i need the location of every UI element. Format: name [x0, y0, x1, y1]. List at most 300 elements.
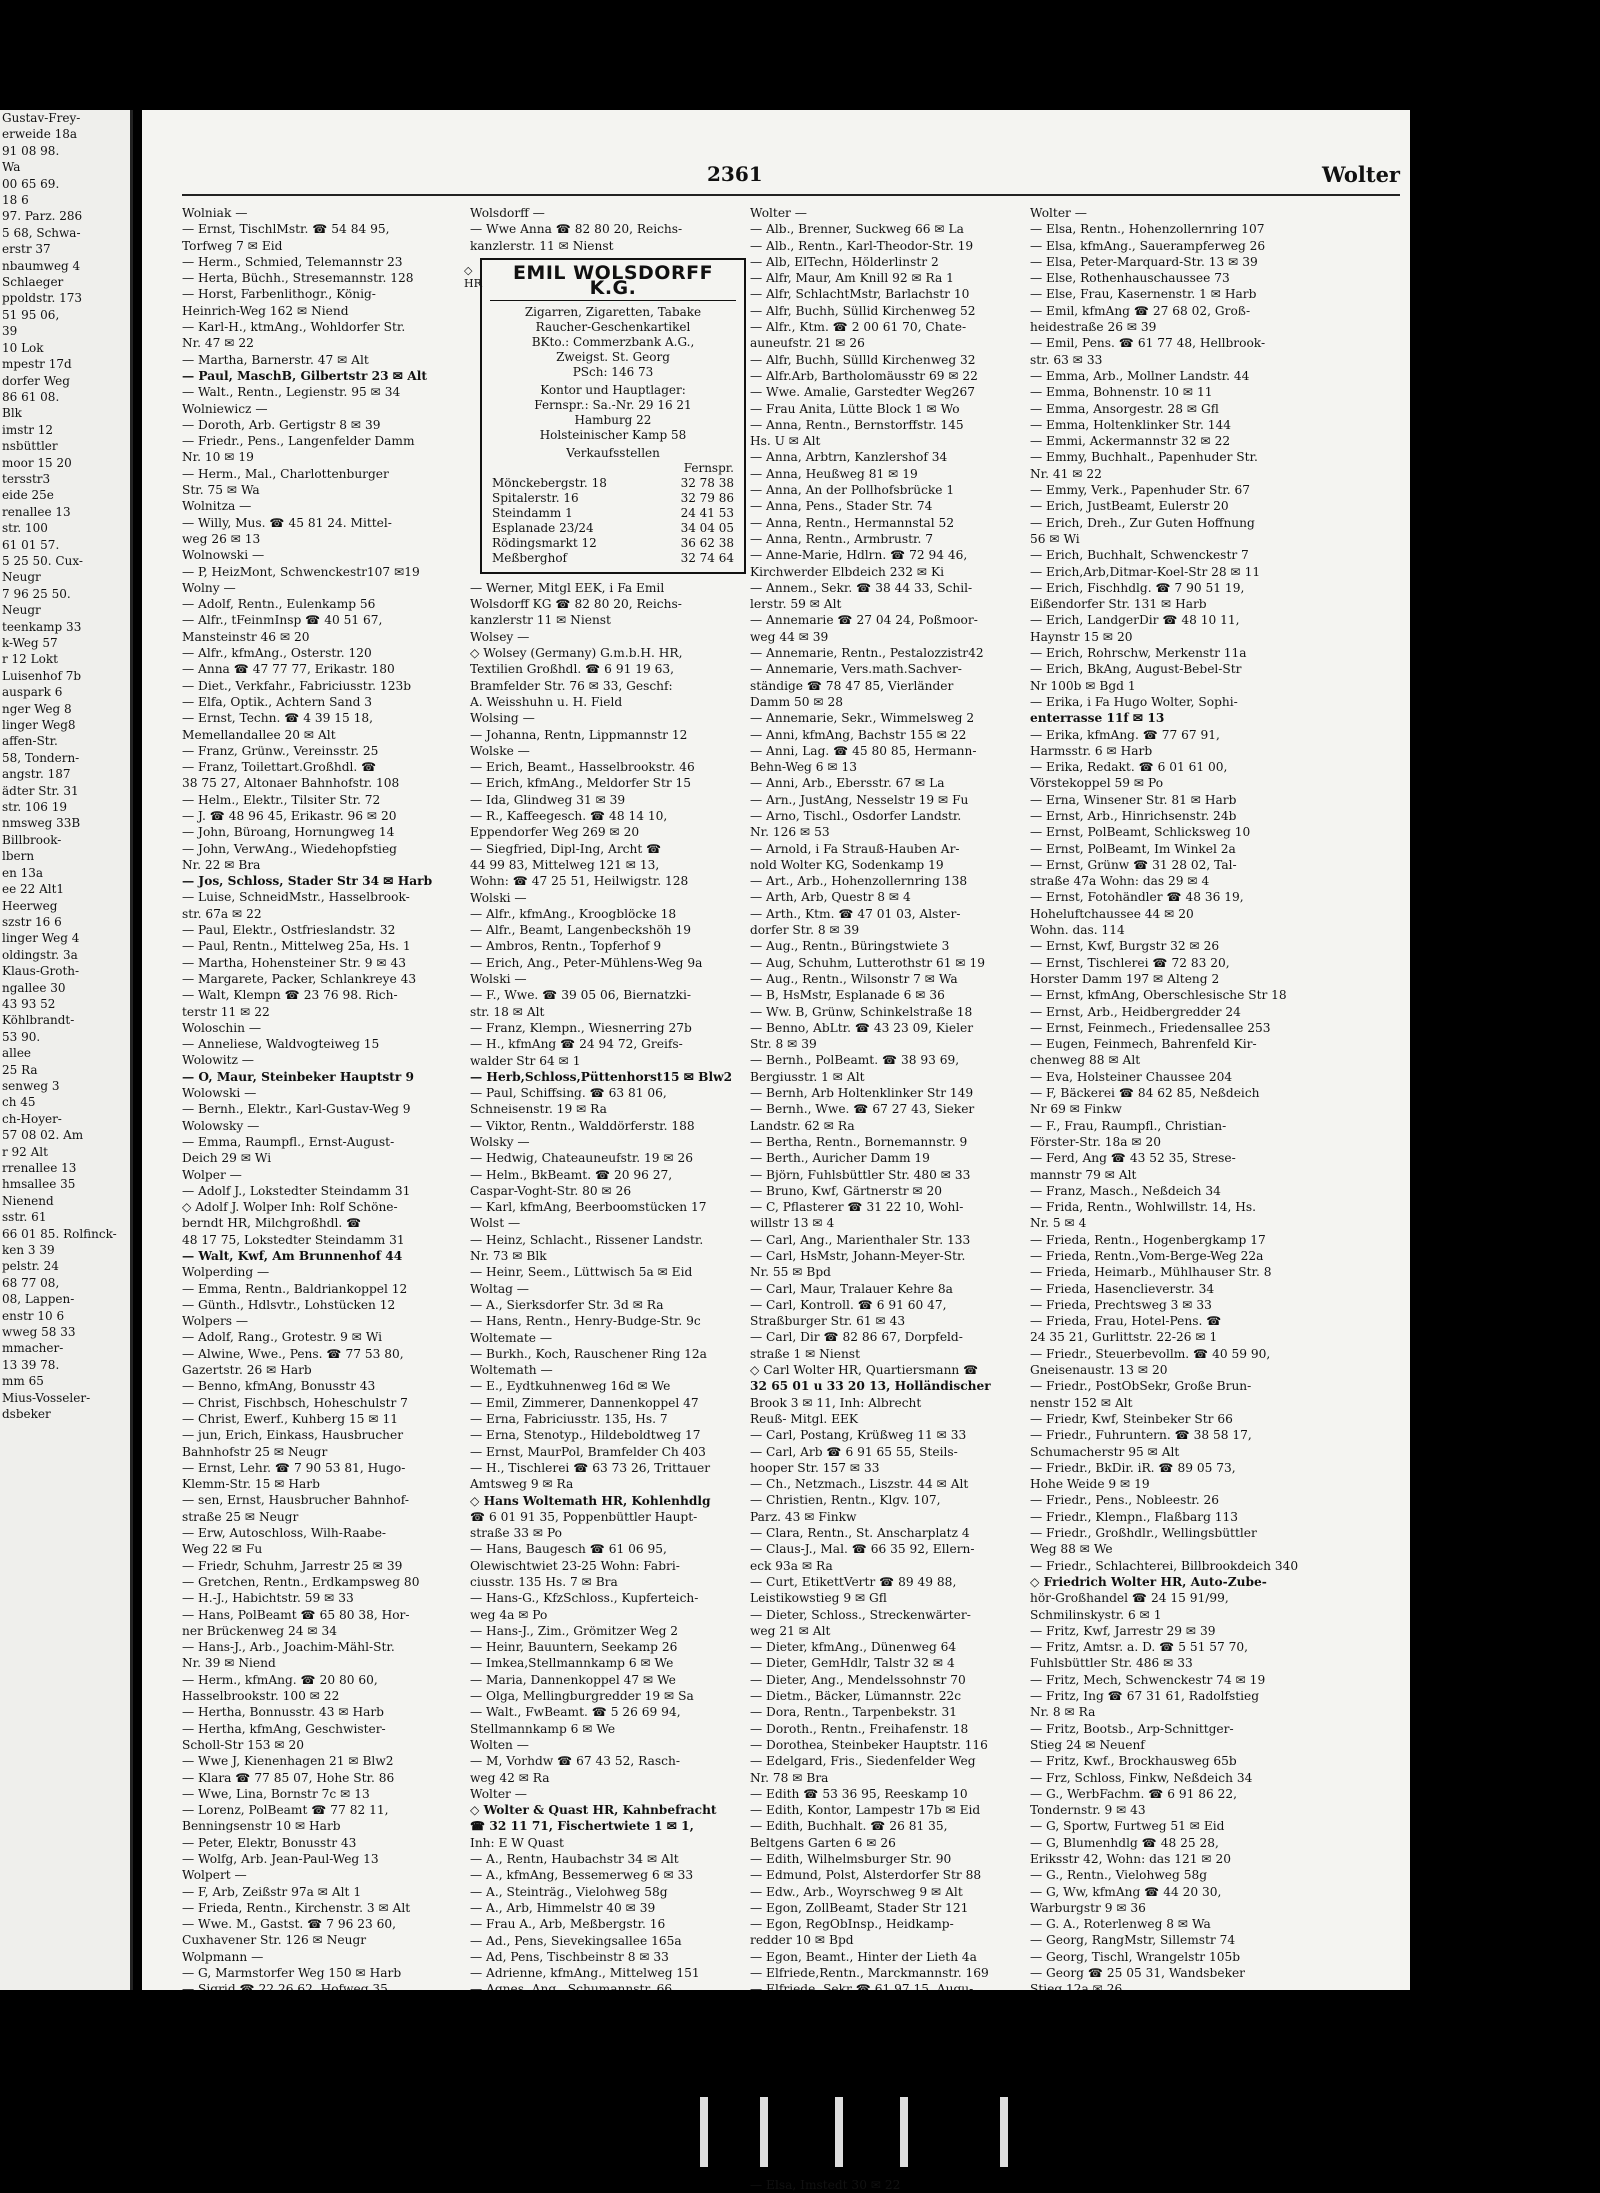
ad-store-phone: 36 62 38 [680, 535, 734, 550]
directory-entry-line: — Dieter, GemHdlr, Talstr 32 ✉ 4 [750, 1656, 955, 1671]
directory-entry-line: Leistikowstieg 9 ✉ Gfl [750, 1591, 887, 1606]
directory-entry-line: — F, Bäckerei ☎ 84 62 85, Neßdeich [1030, 1086, 1260, 1101]
directory-entry-line: — jun, Erich, Einkass, Hausbrucher [182, 1428, 404, 1443]
directory-entry-line: Wolny — [182, 580, 236, 595]
directory-entry-line: Schumacherstr 95 ✉ Alt [1030, 1444, 1180, 1459]
directory-entry-line: weg 42 ✉ Ra [470, 1770, 550, 1785]
directory-entry-line: Schneisenstr. 19 ✉ Ra [470, 1102, 607, 1117]
directory-entry-line: — Elfriede,Rentn., Marckmannstr. 169 [750, 1966, 989, 1981]
directory-entry-line: Hohe Weide 9 ✉ 19 [1030, 1477, 1150, 1492]
running-head: Wolter [1322, 162, 1400, 187]
directory-entry-line: — Heinr, Seem., Lüttwisch 5a ✉ Eid [470, 1265, 693, 1280]
directory-entry-line: Wolsdorff — [470, 206, 545, 220]
directory-entry-line: — G, Sportw, Furtweg 51 ✉ Eid [1030, 1819, 1225, 1834]
facing-page-text: ken 3 39 [2, 1243, 55, 1258]
directory-entry-line: — Egon, RegObInsp., Heidkamp- [750, 1917, 954, 1932]
directory-entry-line: — Wolfg, Arb. Jean-Paul-Weg 13 [182, 1851, 379, 1866]
ad-store-name: Esplanade 23/24 [492, 520, 594, 535]
directory-entry-line: — Anna, Rentn., Bernstorffstr. 145 [750, 417, 964, 432]
directory-entry-line: — Emma, Bohnenstr. 10 ✉ 11 [1030, 385, 1213, 400]
directory-entry-line: Wolsing — [470, 711, 535, 726]
directory-entry-line: — Ernst, TischlMstr. ☎ 54 84 95, [182, 222, 390, 237]
directory-entry-line: — Else, Frau, Kasernenstr. 1 ✉ Harb [1030, 287, 1257, 302]
directory-entry-line: — Heinr, Bauuntern, Seekamp 26 [470, 1640, 678, 1655]
directory-entry-line: — Paul, Schiffsing. ☎ 63 81 06, [470, 1086, 667, 1101]
directory-entry-line: — Hertha, Bonnusstr. 43 ✉ Harb [182, 1705, 384, 1720]
directory-entry-line: Eriksstr 42, Wohn: das 121 ✉ 20 [1030, 1851, 1232, 1866]
directory-entry-line: — Hertha, kfmAng, Geschwister- [182, 1721, 386, 1736]
facing-page-text: affen-Str. [2, 734, 58, 749]
directory-entry-line: — Fritz, Ing ☎ 67 31 61, Radolfstieg [1030, 1689, 1260, 1704]
directory-entry-line: ◇ Wolter & Quast HR, Kahnbefracht [470, 1803, 717, 1818]
directory-entry-line: — Arno, Tischl., Osdorfer Landstr. [750, 808, 962, 823]
facing-page-text: pelstr. 24 [2, 1259, 59, 1274]
facing-page-text: tersstr3 [2, 471, 51, 486]
directory-entry-line: — Carl, Dir ☎ 82 86 67, Dorpfeld- [750, 1330, 963, 1345]
directory-entry-line: — F, Arb, Zeißstr 97a ✉ Alt 1 [182, 1884, 362, 1899]
directory-entry-line: straße 1 ✉ Nienst [750, 1346, 860, 1361]
ad-store-row [490, 551, 736, 566]
directory-entry-line: — G, Ww, kfmAng ☎ 44 20 30, [1030, 1884, 1222, 1899]
directory-entry-line: — Annemarie ☎ 27 04 24, Poßmoor- [750, 613, 978, 628]
directory-entry-line: — Diet., Verkfahr., Fabriciusstr. 123b [182, 678, 411, 693]
directory-entry-line: — Edith, Kontor, Lampestr 17b ✉ Eid [750, 1803, 981, 1818]
facing-page-text: imstr 12 [2, 422, 54, 437]
directory-entry-line: Benningsenstr 10 ✉ Harb [182, 1819, 341, 1834]
directory-entry-line: — Alfr.Arb, Bartholomäusstr 69 ✉ 22 [750, 368, 978, 383]
directory-entry-line: — Ida, Glindweg 31 ✉ 39 [470, 792, 626, 807]
directory-entry-line: — Georg ☎ 25 05 31, Wandsbeker [1030, 1966, 1245, 1981]
directory-entry-line: — Walt., Rentn., Legienstr. 95 ✉ 34 [182, 385, 401, 400]
directory-entry-line: Wolnowski — [182, 548, 265, 563]
ad-text-line: Hamburg 22 [574, 412, 652, 427]
directory-entry-line: — Ad., Pens, Sievekingsallee 165a [470, 1933, 682, 1948]
directory-entry-line: — Else, Rothenhauschaussee 73 [1030, 271, 1230, 286]
directory-entry-line: — Anni, kfmAng, Bachstr 155 ✉ 22 [750, 727, 967, 742]
facing-page-text: ee 22 Alt1 [2, 882, 65, 897]
directory-entry-line: — A., Rentn, Haubachstr 34 ✉ Alt [470, 1852, 679, 1867]
facing-page-text: enstr 10 6 [2, 1308, 65, 1323]
directory-entry-line: Memellandallee 20 ✉ Alt [182, 727, 336, 742]
directory-entry-line: — Friedr., Großhdlr., Wellingsbüttler [1030, 1526, 1257, 1541]
directory-entry-line: — Alb., Brenner, Suckweg 66 ✉ La [750, 222, 964, 237]
directory-entry-line: — Erich, JustBeamt, Eulerstr 20 [1030, 499, 1229, 514]
directory-entry-line: — Wwe J, Kienenhagen 21 ✉ Blw2 [182, 1754, 394, 1769]
directory-entry-line: — Carl, Arb ☎ 6 91 65 55, Steils- [750, 1444, 958, 1459]
directory-entry-line: — Georg, Tischl, Wrangelstr 105b [1030, 1949, 1241, 1964]
directory-entry-line: nenstr 152 ✉ Alt [1030, 1395, 1133, 1410]
directory-entry-line: — Doroth., Rentn., Freihafenstr. 18 [750, 1721, 969, 1736]
directory-entry-line: — Ferd, Ang ☎ 43 52 35, Strese- [1030, 1151, 1236, 1166]
facing-page-text: erstr 37 [2, 242, 51, 257]
facing-page-text: teenkamp 33 [2, 619, 82, 634]
directory-entry-line: — Herb,Schloss,Püttenhorst15 ✉ Blw2 [470, 1069, 733, 1084]
directory-entry-line: — Alfr, SchlachtMstr, Barlachstr 10 [750, 287, 970, 302]
directory-entry-line: — Egon, Beamt., Hinter der Lieth 4a [750, 1949, 977, 1964]
directory-entry-line: — Frieda, Rentn.,Vom-Berge-Weg 22a [1030, 1249, 1264, 1263]
facing-page-text: 13 39 78. [2, 1357, 60, 1372]
directory-entry-line: — Luise, SchneidMstr., Hasselbrook- [182, 890, 410, 905]
directory-entry-line: — Helm., BkBeamt. ☎ 20 96 27, [470, 1167, 673, 1182]
directory-entry-line: Landstr. 62 ✉ Ra [750, 1118, 855, 1133]
directory-entry-line: willstr 13 ✉ 4 [750, 1216, 835, 1231]
directory-entry-line: — Friedr, Kwf, Steinbeker Str 66 [1030, 1411, 1233, 1426]
directory-entry-line: — Christ, Ewerf., Kuhberg 15 ✉ 11 [182, 1411, 398, 1426]
directory-entry-line: — Erich, LandgerDir ☎ 48 10 11, [1030, 613, 1240, 628]
directory-entry-line: — Frau A., Arb, Meßbergstr. 16 [470, 1917, 666, 1932]
facing-page-text: 25 Ra [2, 1062, 38, 1077]
directory-entry-line: — A., Arb, Himmelstr 40 ✉ 39 [470, 1900, 656, 1915]
ad-store-phone: 32 78 38 [680, 475, 734, 490]
directory-entry-line: — Anne-Marie, Hdlrn. ☎ 72 94 46, [750, 548, 968, 563]
facing-page-text: 58, Tondern- [2, 750, 80, 765]
directory-entry-line: — Erna, Fabriciusstr. 135, Hs. 7 [470, 1412, 668, 1427]
directory-entry-line: Nr. 47 ✉ 22 [182, 336, 254, 351]
directory-entry-line: weg 4a ✉ Po [470, 1607, 548, 1622]
directory-entry-line: Hoheluftchaussee 44 ✉ 20 [1030, 906, 1194, 921]
directory-entry-line: Amtsweg 9 ✉ Ra [470, 1477, 574, 1492]
directory-entry-line: — G. A., Roterlenweg 8 ✉ Wa [1030, 1917, 1211, 1932]
facing-page-text: ngallee 30 [2, 980, 66, 995]
directory-entry-line: — H.-J., Habichtstr. 59 ✉ 33 [182, 1591, 354, 1606]
directory-entry-line: — Alfr, Maur, Am Knill 92 ✉ Ra 1 [750, 271, 954, 286]
directory-entry-line: Tondernstr. 9 ✉ 43 [1030, 1803, 1146, 1818]
directory-entry-line: — Adolf J., Lokstedter Steindamm 31 [182, 1183, 411, 1198]
directory-entry-line: ◇ Hans Woltemath HR, Kohlenhdlg [470, 1493, 711, 1508]
directory-entry-line: — Olga, Mellingburgredder 19 ✉ Sa [470, 1689, 694, 1704]
facing-page-text: linger Weg 4 [2, 931, 80, 946]
directory-entry-line: ◇ Friedrich Wolter HR, Auto-Zube- [1030, 1574, 1267, 1589]
directory-entry-line: — Alfr., kfmAng., Osterstr. 120 [182, 646, 372, 661]
column-3 [750, 205, 1032, 2192]
directory-entry-line: — Fritz, Bootsb., Arp-Schnittger- [1030, 1721, 1234, 1736]
directory-entry-line: — Ad, Pens, Tischbeinstr 8 ✉ 33 [470, 1949, 669, 1964]
directory-entry-line: — Dietm., Bäcker, Lümannstr. 22c [750, 1689, 962, 1704]
directory-entry-line: straße 33 ✉ Po [470, 1526, 562, 1541]
directory-entry-line: — Wwe. M., Gastst. ☎ 7 96 23 60, [182, 1917, 396, 1932]
directory-entry-line: — Bernh, Arb Holtenklinker Str 149 [750, 1086, 974, 1101]
directory-entry-line: Wolten — [470, 1737, 529, 1752]
directory-entry-line: — Annemarie, Vers.math.Sachver- [750, 662, 962, 677]
directory-entry-line: auneufstr. 21 ✉ 26 [750, 336, 865, 351]
facing-page-text: 68 77 08, [2, 1275, 60, 1290]
directory-entry-line: — Emil, kfmAng ☎ 27 68 02, Groß- [1030, 303, 1251, 318]
directory-entry-line: Hasselbrookstr. 100 ✉ 22 [182, 1689, 340, 1704]
directory-entry-line: — Erna, Stenotyp., Hildeboldtweg 17 [470, 1428, 701, 1443]
facing-page-text: dorfer Weg [2, 373, 70, 388]
directory-entry-line: — Egon, ZollBeamt, Stader Str 121 [750, 1900, 969, 1915]
facing-page-text: ppoldstr. 173 [2, 291, 83, 306]
directory-entry-line: — Paul, Rentn., Mittelweg 25a, Hs. 1 [182, 939, 411, 954]
ad-text-line: PSch: 146 73 [572, 364, 654, 379]
directory-entry-line: — Adolf, Rang., Grotestr. 9 ✉ Wi [182, 1330, 383, 1345]
ad-text-line: Verkaufsstellen [566, 445, 660, 460]
directory-entry-line: — Ernst, Tischlerei ☎ 72 83 20, [1030, 955, 1230, 970]
directory-entry-line: — E., Eydtkuhnenweg 16d ✉ We [470, 1379, 671, 1394]
directory-entry-line: — Ernst, Kwf, Burgstr 32 ✉ 26 [1030, 939, 1220, 954]
directory-entry-line: — Wwe. Amalie, Garstedter Weg267 [750, 385, 975, 400]
directory-entry-line: — Johanna, Rentn, Lippmannstr 12 [470, 727, 688, 742]
directory-entry-line: Reuß- Mitgl. EEK [750, 1411, 858, 1426]
directory-entry-line: — Viktor, Rentn., Walddörferstr. 188 [470, 1118, 695, 1133]
directory-entry-line: — Edith, Wilhelmsburger Str. 90 [750, 1851, 952, 1866]
directory-entry-line: Wolperding — [182, 1265, 270, 1280]
directory-entry-line: — H., kfmAng ☎ 24 94 72, Greifs- [470, 1037, 683, 1052]
directory-entry-line: — Hans-J., Arb., Joachim-Mähl-Str. [182, 1640, 395, 1655]
facing-page-text: Köhlbrandt- [2, 1013, 75, 1028]
facing-page-text: mmacher- [2, 1341, 64, 1356]
directory-entry-line: — Annemarie, Sekr., Wimmelsweg 2 [750, 711, 975, 726]
directory-entry-line: — Ch., Netzmach., Liszstr. 44 ✉ Alt [750, 1477, 969, 1492]
directory-entry-line: Wolski — [470, 972, 527, 987]
directory-entry-line: — Emmy, Buchhalt., Papenhuder Str. [1030, 450, 1258, 465]
directory-entry-line: Wohn. das. 114 [1030, 923, 1125, 938]
directory-entry-line: — Fritz, Kwf., Brockhausweg 65b [1030, 1754, 1237, 1769]
directory-entry-line: Woltemate — [470, 1330, 553, 1345]
directory-entry-line: — Ernst, Techn. ☎ 4 39 15 18, [182, 711, 374, 726]
ad-store-phone: 32 74 64 [680, 550, 734, 565]
directory-entry-line: ◇ Carl Wolter HR, Quartiersmann ☎ [750, 1363, 979, 1378]
directory-entry-line: — Adrienne, kfmAng., Mittelweg 151 [470, 1966, 700, 1981]
directory-entry-line: — Christien, Rentn., Klgv. 107, [750, 1493, 941, 1508]
directory-entry-line: — Elsa, kfmAng., Sauerampferweg 26 [1030, 238, 1266, 253]
directory-entry-line: — Ernst, PolBeamt, Im Winkel 2a [1030, 841, 1236, 856]
facing-page-text: ädter Str. 31 [2, 783, 79, 798]
directory-entry-line: — Clara, Rentn., St. Anscharplatz 4 [750, 1526, 970, 1541]
directory-entry-line: weg 26 ✉ 13 [182, 531, 261, 546]
directory-entry-line: 38 75 27, Altonaer Bahnhofstr. 108 [182, 776, 400, 791]
directory-entry-line: — Elsa, Peter-Marquard-Str. 13 ✉ 39 [1030, 254, 1258, 269]
directory-entry-line: — Bernh., PolBeamt. ☎ 38 93 69, [750, 1053, 960, 1068]
facing-page-text: ch 45 [2, 1095, 36, 1110]
directory-entry-line: — Karl-H., ktmAng., Wohldorfer Str. [182, 320, 406, 335]
directory-entry-line: — Georg, RangMstr, Sillemstr 74 [1030, 1933, 1236, 1948]
directory-entry-line: — Carl, Maur, Tralauer Kehre 8a [750, 1281, 953, 1296]
directory-entry-line: Wolowski — [182, 1086, 257, 1101]
facing-page-text: nmsweg 33B [2, 816, 81, 831]
facing-page-text: Neugr [2, 570, 41, 585]
facing-page-text: erweide 18a [2, 127, 78, 142]
directory-entry-line: — Günth., Hdlsvtr., Lohstücken 12 [182, 1297, 396, 1312]
facing-page-text: r 92 Alt [2, 1144, 48, 1159]
directory-entry-line: Caspar-Voght-Str. 80 ✉ 26 [470, 1183, 632, 1198]
directory-entry-line: — Herta, Büchh., Stresemannstr. 128 [182, 271, 414, 286]
directory-entry-line: — Emil, Pens. ☎ 61 77 48, Hellbrook- [1030, 336, 1266, 351]
directory-entry-line: — Adolf, Rentn., Eulenkamp 56 [182, 597, 376, 612]
directory-page [142, 110, 1410, 2192]
facing-page-text: auspark 6 [2, 685, 63, 700]
directory-entry-line: — Erw, Autoschloss, Wilh-Raabe- [182, 1526, 387, 1541]
ad-store-name: Spitalerstr. 16 [492, 490, 579, 505]
directory-entry-line: — Friedr., PostObSekr, Große Brun- [1030, 1379, 1252, 1394]
directory-entry-line: — Frieda, Prechtsweg 3 ✉ 33 [1030, 1297, 1212, 1312]
facing-page-text: renallee 13 [2, 504, 71, 519]
facing-page-text: 5 25 50. Cux- [2, 553, 83, 568]
directory-entry-line: Fuhlsbüttler Str. 486 ✉ 33 [1030, 1656, 1193, 1671]
directory-entry-line: Stieg 24 ✉ Neuenf [1030, 1737, 1145, 1752]
directory-entry-line: — Alfr., kfmAng., Kroogblöcke 18 [470, 906, 677, 921]
facing-page-text: Neugr [2, 603, 41, 618]
directory-entry-line: — Hans, Baugesch ☎ 61 06 95, [470, 1542, 667, 1557]
facing-page-text: nger Weg 8 [2, 701, 72, 716]
directory-entry-line: 32 65 01 u 33 20 13, Holländischer [750, 1379, 991, 1394]
directory-entry-line: A. Weisshuhn u. H. Field [470, 694, 623, 709]
directory-entry-line: — Herm., kfmAng. ☎ 20 80 60, [182, 1672, 378, 1687]
directory-entry-line: — Martha, Hohensteiner Str. 9 ✉ 43 [182, 955, 406, 970]
directory-entry-line: Wolter — [1030, 206, 1087, 220]
directory-entry-line: — Alb, ElTechn, Hölderlinstr 2 [750, 254, 939, 269]
directory-entry-line: — Frieda, Heimarb., Mühlhauser Str. 8 [1030, 1265, 1272, 1280]
directory-entry-line: — Herm., Schmied, Telemannstr 23 [182, 254, 403, 269]
directory-entry-line: Nr. 41 ✉ 22 [1030, 466, 1102, 481]
facing-page-text: 10 Lok [2, 340, 44, 355]
directory-entry-line: Woltemath — [470, 1363, 553, 1378]
ad-title: EMIL WOLSDORFF K.G. [490, 266, 736, 301]
directory-entry-line: — Hans, PolBeamt ☎ 65 80 38, Hor- [182, 1607, 410, 1622]
directory-entry-line: — Emma, Raumpfl., Ernst-August- [182, 1134, 395, 1149]
directory-entry-line: Warburgstr 9 ✉ 36 [1030, 1900, 1146, 1915]
facing-page-text: r 12 Lokt [2, 652, 58, 667]
directory-entry-line: kanzlerstr 11 ✉ Nienst [470, 613, 611, 628]
directory-entry-line: — J. ☎ 48 96 45, Erikastr. 96 ✉ 20 [182, 808, 397, 823]
facing-page-text: Luisenhof 7b [2, 668, 82, 683]
directory-entry-line: Nr. 22 ✉ Bra [182, 857, 261, 872]
directory-entry-line: — Edelgard, Fris., Siedenfelder Weg [750, 1754, 976, 1769]
directory-entry-line: — R., Kaffeegesch. ☎ 48 14 10, [470, 809, 668, 824]
facing-page-text: Gustav-Frey- [2, 111, 81, 125]
directory-entry-line: Nr. 39 ✉ Niend [182, 1656, 276, 1671]
directory-entry-line: — Elsa, Imstedt 30 ✉ 22 [750, 2177, 901, 2192]
directory-entry-line: ◇ Wolsey (Germany) G.m.b.H. HR, [470, 646, 683, 661]
facing-page-text: wweg 58 33 [2, 1325, 76, 1340]
directory-entry-line: — M, Vorhdw ☎ 67 43 52, Rasch- [470, 1754, 680, 1769]
directory-entry-line: Wolsdorff KG ☎ 82 80 20, Reichs- [470, 597, 682, 612]
facing-page-text: 61 01 57. [2, 537, 60, 552]
facing-page-text: Mius-Vosseler- [2, 1390, 91, 1405]
directory-entry-line: — John, VerwAng., Wiedehopfstieg [182, 841, 397, 856]
directory-entry-line: Harmsstr. 6 ✉ Harb [1030, 743, 1153, 758]
directory-entry-line: — Art., Arb., Hohenzollernring 138 [750, 874, 968, 889]
directory-entry-line: Vörstekoppel 59 ✉ Po [1030, 776, 1164, 791]
facing-page-text: 43 93 52 [2, 996, 56, 1011]
directory-entry-line: Wolski — [470, 890, 527, 905]
directory-entry-line: — Curt, EtikettVertr ☎ 89 49 88, [750, 1574, 957, 1589]
directory-entry-line: — Dorothea, Steinbeker Hauptstr. 116 [750, 1737, 988, 1752]
directory-entry-line: — A., kfmAng, Bessemerweg 6 ✉ 33 [470, 1868, 694, 1883]
directory-entry-line: — Elsa, Rentn., Hohenzollernring 107 [1030, 222, 1265, 237]
directory-entry-line: — Carl, Kontroll. ☎ 6 91 60 47, [750, 1297, 947, 1312]
directory-entry-line: Brook 3 ✉ 11, Inh: Albrecht [750, 1395, 922, 1410]
column-4 [1030, 205, 1312, 1985]
directory-entry-line: — Ernst, Lehr. ☎ 7 90 53 81, Hugo- [182, 1460, 406, 1475]
directory-entry-line: — Friedr., Pens., Langenfelder Damm [182, 434, 415, 449]
directory-entry-line: — C, Pflasterer ☎ 31 22 10, Wohl- [750, 1200, 964, 1215]
scan-artifact [700, 2097, 708, 2167]
directory-entry-line: straße 25 ✉ Neugr [182, 1509, 299, 1524]
advertisement-box [480, 258, 746, 574]
directory-entry-line: Schmilinskystr. 6 ✉ 1 [1030, 1607, 1162, 1622]
directory-entry-line: — Paul, Elektr., Ostfrieslandstr. 32 [182, 923, 396, 938]
facing-page-text: ch-Hoyer- [2, 1111, 62, 1126]
directory-entry-line: — Ernst, Arb., Heidbergredder 24 [1030, 1004, 1241, 1019]
directory-entry-line: — Frieda, Hasenclieverstr. 34 [1030, 1281, 1215, 1296]
directory-entry-line: chenweg 88 ✉ Alt [1030, 1053, 1141, 1068]
directory-entry-line: heidestraße 26 ✉ 39 [1030, 320, 1157, 335]
facing-page-text: senweg 3 [2, 1078, 60, 1093]
directory-entry-line: — Alfr, Buchh, Süllid Kirchenweg 52 [750, 303, 976, 318]
directory-entry-line: — Anni, Lag. ☎ 45 80 85, Hermann- [750, 743, 977, 758]
directory-entry-line: — Dieter, Ang., Mendelssohnstr 70 [750, 1672, 966, 1687]
directory-entry-line: — A., Sierksdorfer Str. 3d ✉ Ra [470, 1297, 664, 1312]
directory-entry-line: Inh: E W Quast [470, 1835, 564, 1850]
directory-entry-line: Nr. 55 ✉ Bpd [750, 1265, 831, 1280]
facing-page-text: 5 68, Schwa- [2, 225, 81, 240]
facing-page-text: str. 106 19 [2, 800, 68, 815]
ad-store-row [490, 476, 736, 491]
facing-page-text: nbaumweg 4 [2, 258, 81, 273]
directory-entry-line: Nr 100b ✉ Bgd 1 [1030, 678, 1136, 693]
ad-store-phone: 34 04 05 [680, 520, 734, 535]
facing-page-text: 91 08 98. [2, 143, 60, 158]
directory-entry-line: — Edw., Arb., Woyrschweg 9 ✉ Alt [750, 1884, 963, 1899]
directory-entry-line: — Anni, Arb., Ebersstr. 67 ✉ La [750, 776, 945, 791]
directory-entry-line: Förster-Str. 18a ✉ 20 [1030, 1134, 1161, 1149]
directory-entry-line: Stellmannkamp 6 ✉ We [470, 1721, 616, 1736]
ad-text-line: Raucher-Geschenkartikel [535, 319, 691, 334]
directory-entry-line: Woltag — [470, 1281, 529, 1296]
directory-entry-line: str. 63 ✉ 33 [1030, 352, 1103, 367]
directory-entry-line: Gneisenaustr. 13 ✉ 20 [1030, 1363, 1168, 1378]
directory-entry-line: — Ernst, Fotohändler ☎ 48 36 19, [1030, 890, 1244, 905]
directory-entry-line: — Peter, Elektr, Bonusstr 43 [182, 1835, 357, 1850]
directory-entry-line: — Berth., Auricher Damm 19 [750, 1151, 930, 1166]
directory-entry-line: — Gretchen, Rentn., Erdkampsweg 80 [182, 1574, 420, 1589]
directory-entry-line: Wolowitz — [182, 1053, 254, 1068]
directory-entry-line: — A., Steinträg., Vielohweg 58g [470, 1884, 668, 1899]
ad-store-phone: 32 79 86 [680, 490, 734, 505]
directory-entry-line: — Frida, Rentn., Wohlwillstr. 14, Hs. [1030, 1200, 1256, 1215]
directory-entry-line: weg 21 ✉ Alt [750, 1623, 831, 1638]
directory-entry-line: — Benno, AbLtr. ☎ 43 23 09, Kieler [750, 1020, 974, 1035]
directory-entry-line: — Friedr., BkDir. iR. ☎ 89 05 73, [1030, 1460, 1236, 1475]
directory-entry-line: — Arnold, i Fa Strauß-Hauben Ar- [750, 841, 960, 856]
directory-entry-line: — Herm., Mal., Charlottenburger [182, 466, 389, 481]
directory-entry-line: — Paul, MaschB, Gilbertstr 23 ✉ Alt [182, 368, 427, 383]
directory-entry-line: — Fritz, Amtsr. a. D. ☎ 5 51 57 70, [1030, 1640, 1248, 1655]
directory-entry-line: Haynstr 15 ✉ 20 [1030, 629, 1133, 644]
directory-entry-line: — Margarete, Packer, Schlankreye 43 [182, 971, 417, 986]
facing-page-text: Nienend [2, 1193, 54, 1208]
directory-entry-line: — Anna, Rentn., Armbrustr. 7 [750, 531, 933, 546]
directory-entry-line: — Arth, Arb, Questr 8 ✉ 4 [750, 890, 911, 905]
directory-entry-line: — H., Tischlerei ☎ 63 73 26, Trittauer [470, 1460, 711, 1475]
directory-entry-line: — Eva, Holsteiner Chaussee 204 [1030, 1069, 1233, 1084]
directory-entry-line: Wolniak — [182, 206, 248, 220]
directory-entry-line: — Erich, Beamt., Hasselbrookstr. 46 [470, 760, 695, 775]
directory-entry-line: — P, HeizMont, Schwenckestr107 ✉19 [182, 564, 420, 579]
facing-page-text: k-Weg 57 [2, 636, 58, 650]
directory-entry-line: — Maria, Dannenkoppel 47 ✉ We [470, 1672, 676, 1687]
directory-entry-line: Horster Damm 197 ✉ Alteng 2 [1030, 971, 1220, 986]
facing-page-text: Klaus-Groth- [2, 964, 80, 979]
directory-entry-line: — F., Frau, Raumpfl., Christian- [1030, 1118, 1227, 1133]
directory-entry-line: — Friedr., Fuhruntern. ☎ 38 58 17, [1030, 1428, 1252, 1443]
ad-store-name: Meßberghof [492, 550, 567, 565]
directory-entry-line: — Hedwig, Chateauneufstr. 19 ✉ 26 [470, 1151, 694, 1166]
facing-page-text: 39 [2, 324, 18, 339]
directory-entry-line: — Heinz, Schlacht., Rissener Landstr. [470, 1232, 704, 1247]
directory-entry-line: — Arth., Ktm. ☎ 47 01 03, Alster- [750, 906, 961, 921]
